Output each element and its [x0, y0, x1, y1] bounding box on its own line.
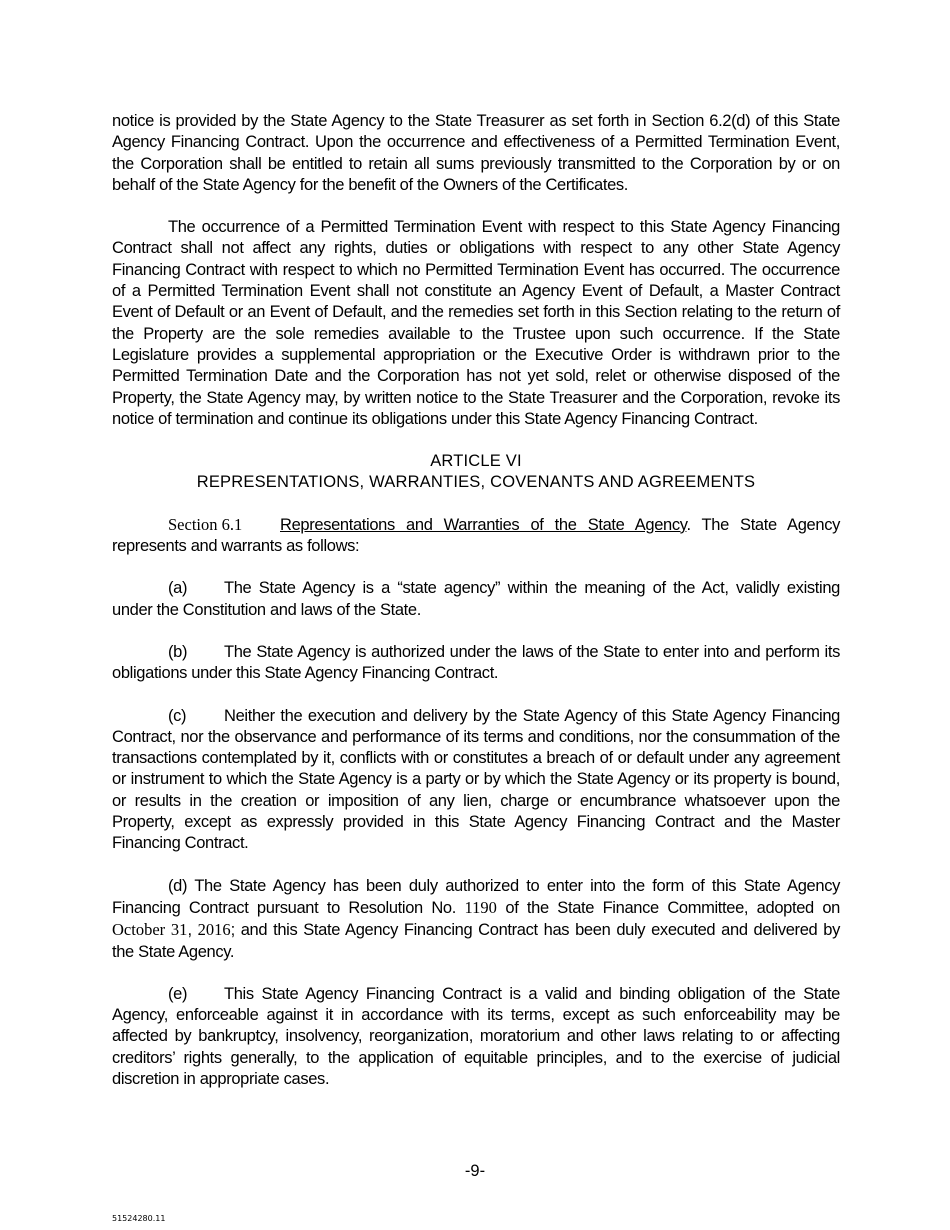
item-c [112, 706, 840, 855]
item-d-label: (d) [168, 876, 188, 895]
item-c-text: Neither the execution and delivery by the State Agency of this State Agency Financing Contract, nor the observance and performance of its terms and conditions, nor the consummation of the transactions contemplated by it, conflicts with or constitutes a breach of or default under any agreement or instrument to which the State Agency is a party or by which the State Agency or its property is bound, or results in the creation or imposition of any lien, charge or encumbrance whatsoever upon the Property, except as expressly provided in this State Agency Financing Contract and the Master Financing Contract. [112, 706, 840, 853]
item-e-label: (e) [168, 984, 188, 1003]
item-e-text: This State Agency Financing Contract is a valid and binding obligation of the State Agency, enforceable against it in accordance with its terms, except as such enforceability may be affected by bankruptcy, insolvency, reorganization, moratorium and other laws relating to or affecting creditors’ rights generally, to the application of equitable principles, and to the exercise of judicial discretion in appropriate cases. [112, 984, 840, 1088]
resolution-number: 1190 [464, 897, 497, 917]
document-id: 51524280.11 [112, 1214, 166, 1223]
article-subtitle: REPRESENTATIONS, WARRANTIES, COVENANTS AND AGREEMENTS [196, 473, 756, 492]
item-d [112, 876, 840, 963]
item-d-text-1: The State Agency has been duly authorized to enter into the form of this State Agency Financing Contract pursuant to Resolution No. [112, 876, 840, 917]
article-heading [112, 451, 840, 494]
item-e [112, 984, 840, 1090]
item-a-label: (a) [168, 579, 188, 598]
item-d-text-2: of the State Finance Committee, adopted on [496, 898, 840, 917]
document-page [112, 111, 840, 1111]
item-b-label: (b) [168, 642, 188, 661]
article-title: ARTICLE VI [430, 452, 522, 471]
section-6-1 [112, 514, 840, 558]
item-a-text: The State Agency is a “state agency” within the meaning of the Act, validly existing under the Constitution and laws of the State. [112, 579, 840, 619]
paragraph-continuation: notice is provided by the State Agency to the State Treasurer as set forth in Section 6.2(d) of this State Agency Financing Contract. Upon the occurrence and effectiveness of a Permitted Termination Event, the Corporation shall be entitled to retain all sums previously transmitted to the Corporation by or on behalf of the State Agency for the benefit of the Owners of the Certificates. [112, 112, 840, 194]
adopted-year: 2016 [197, 920, 231, 940]
item-a [112, 578, 840, 621]
item-b-text: The State Agency is authorized under the laws of the State to enter into and perform its obligations under this State Agency Financing Contract. [112, 642, 840, 683]
paragraph-termination: The occurrence of a Permitted Termination Event with respect to this State Agency Financing Contract shall not affect any rights, duties or obligations with respect to any other State Agency Financing Contract with respect to which no Permitted Termination Event has occurred. The occurrence of a Permitted Termination Event shall not constitute an Agency Event of Default, a Master Contract Event of Default or an Event of Default, and the remedies set forth in this Section relating to the return of the Property are the sole remedies available to the Trustee upon such occurrence. If the State Legislature provides a supplemental appropriation or the Executive Order is withdrawn prior to the Permitted Termination Date and the Corporation has not yet sold, relet or otherwise disposed of the Property, the State Agency may, by written notice to the State Treasurer and the Corporation, revoke its notice of termination and continue its obligations under this State Agency Financing Contract. [112, 218, 840, 428]
item-d-text-3: , [187, 921, 198, 940]
adopted-date: October 31 [112, 920, 188, 940]
section-title-end: . [686, 515, 691, 534]
item-b [112, 642, 840, 685]
section-intro: The State Agency represents and warrants as follows: [112, 515, 840, 556]
section-title: Representations and Warranties of the State Agency [280, 515, 687, 534]
item-d-text-4: ; and this State Agency Financing Contract has been duly executed and delivered by the State Agency. [112, 921, 840, 961]
item-c-label: (c) [168, 706, 187, 725]
section-number: Section 6.1 [168, 514, 243, 534]
page-number: -9- [464, 1162, 486, 1180]
